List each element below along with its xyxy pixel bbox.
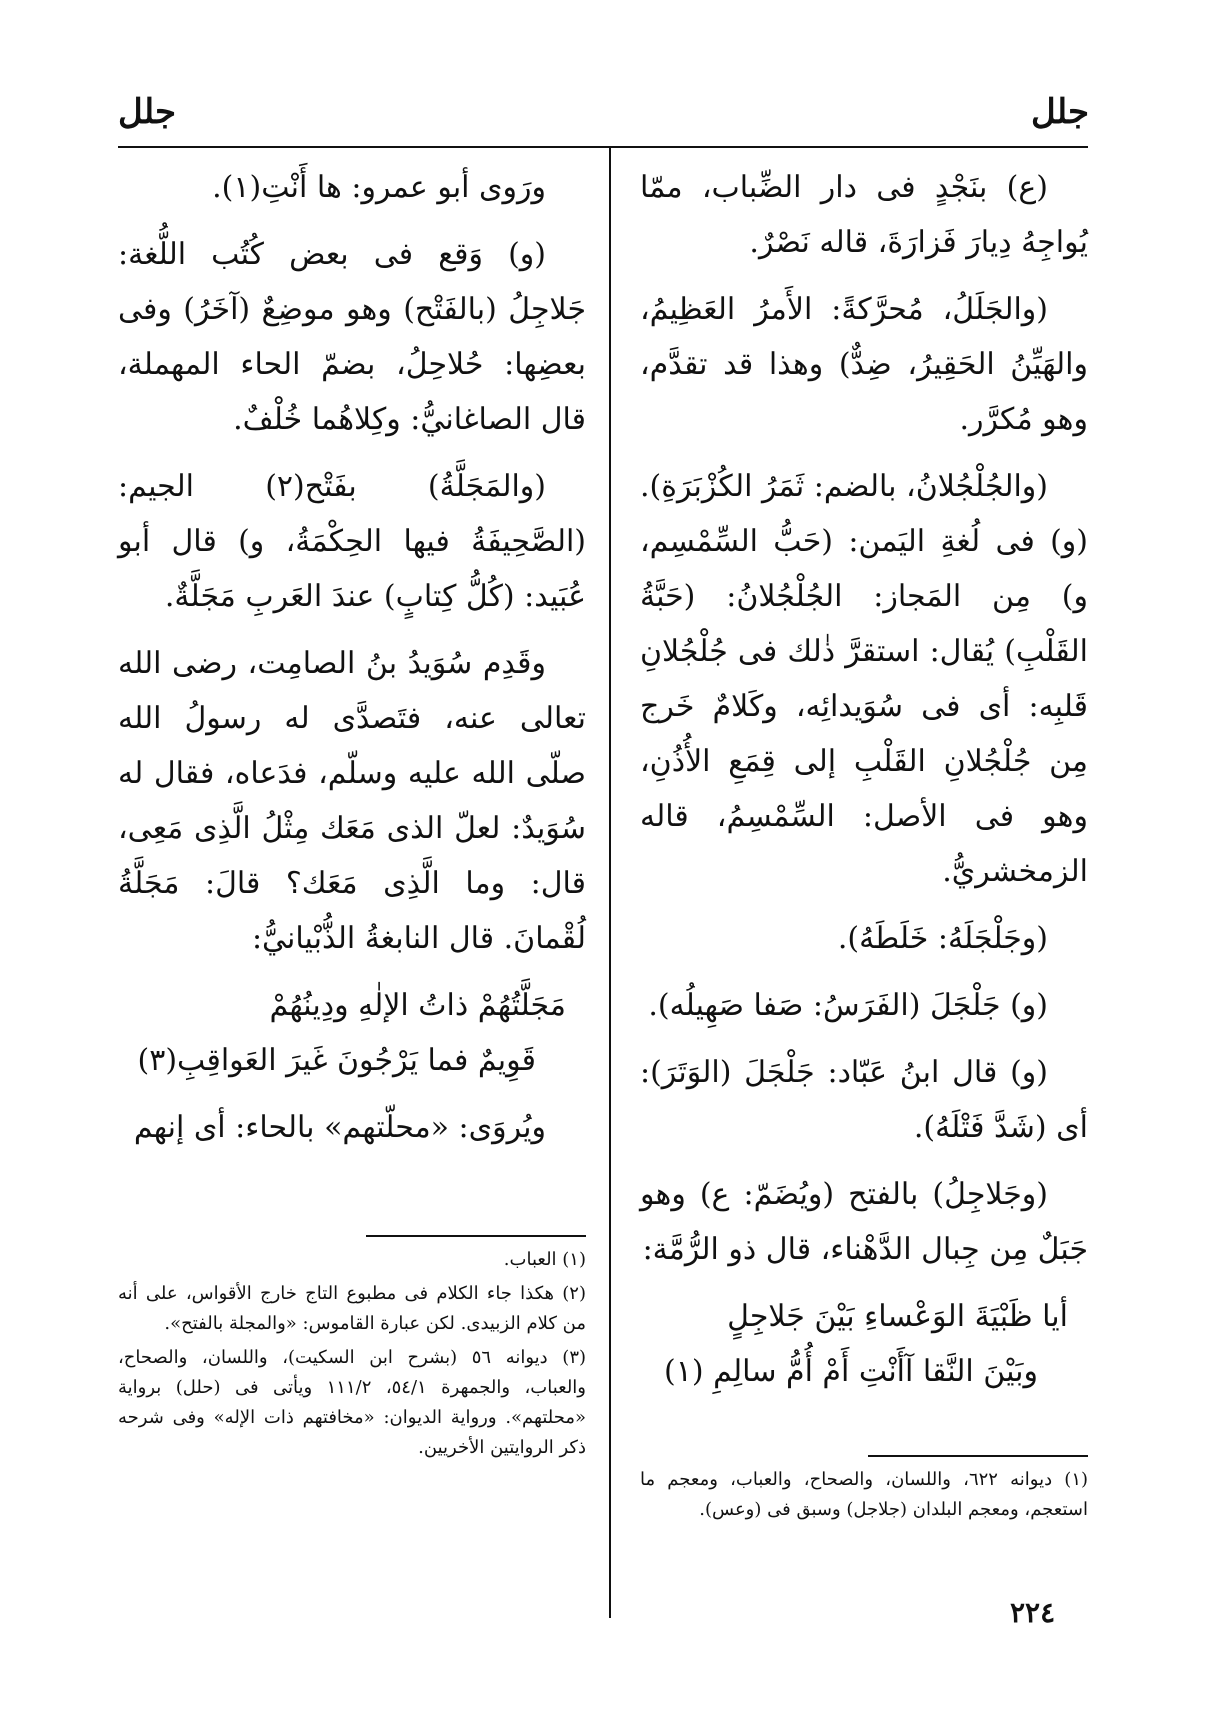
right-paragraph: (والجُلْجُلانُ، بالضم: ثَمَرُ الكُزْبَرَةِ). (و) فى لُغةِ اليَمن: (حَبُّ السِّمْسِم، و) مِن المَجاز: الجُلْجُلانُ: (حَبَّةُ القَلْبِ) يُقال: استقرَّ ذٰلك فى جُلْجُلانِ قَلبِه: أى فى سُوَيدائِه، وكَلامٌ خَرج مِن جُلْجُلانِ القَلْبِ إلى قِمَعِ الأُذُنِ، وهو فى الأصل: السِّمْسِمُ، قاله الزمخشريُّ. — [640, 469, 1088, 889]
right-paragraph: (ع) بنَجْدٍ فى دار الضِّباب، ممّا يُواجِهُ دِيارَ فَزارَةَ، قاله نَصْرٌ. — [640, 170, 1088, 260]
footnote: (١) ديوانه ٦٢٢، واللسان، والصحاح، والعباب، ومعجم ما استعجم، ومعجم البلدان (جلاجل) وسبق فى (وعس). — [640, 1469, 1089, 1520]
footnotes-right — [640, 1465, 1088, 1529]
footnotes-left — [118, 1245, 586, 1467]
right-column — [640, 160, 1088, 1411]
left-paragraph-continued: ويُروَى: «محلّتهم» بالحاء: أى إنهم — [133, 1110, 546, 1145]
left-column — [118, 160, 586, 1167]
header-rule — [118, 146, 1088, 148]
left-paragraph: (و) وَقع فى بعض كُتُب اللُّغة: جَلاجِلُ (بالفَتْح) وهو موضِعٌ (آخَرُ) وفى بعضِها: حُلاحِلُ، بضمّ الحاء المهملة، قال الصاغانيُّ: وكِلاهُما خُلْفٌ. — [118, 237, 586, 437]
left-paragraph: وقَدِم سُوَيدُ بنُ الصامِت، رضى الله تعالى عنه، فتَصدَّى له رسولُ الله صلّى الله عليه وسلّم، فدَعاه، فقال له سُوَيدٌ: لعلّ الذى مَعَك مِثْلُ الَّذِى مَعِى، قال: وما الَّذِى مَعَك؟ قالَ: مَجَلَّةُ لُقْمانَ. قال النابغةُ الذُّبْيانيُّ: — [118, 646, 586, 956]
right-verse-line-2: وبَيْنَ النَّقا آأَنْتِ أَمْ أُمُّ سالِمِ (١) — [663, 1354, 1038, 1389]
right-verse-line-1: أيا ظَبْيَةَ الوَعْساءِ بَيْنَ جَلاجِلٍ — [727, 1299, 1068, 1334]
running-header-left: جلل — [118, 92, 177, 132]
right-paragraph: (وجَلاجِلُ) بالفتح (ويُضَمّ: ع) وهو جَبَلٌ مِن جِبال الدَّهْناء، قال ذو الرُّمَّة: — [640, 1177, 1088, 1267]
footnote-rule-right — [868, 1455, 1088, 1457]
left-paragraph: ورَوى أبو عمرو: ها أَنْتِ(١). — [212, 170, 546, 205]
column-divider — [609, 148, 611, 1618]
right-paragraph: (والجَلَلُ، مُحرَّكةً: الأَمرُ العَظِيمُ، والهَيِّنُ الحَقِيرُ، ضِدٌّ) وهذا قد تقدَّم، وهو مُكرَّر. — [640, 292, 1088, 437]
left-paragraph: (والمَجَلَّةُ) بفَتْح(٢) الجيم: (الصَّحِيفَةُ فيها الحِكْمَةُ، و) قال أبو عُبَيد: (كُلُّ كِتابٍ) عندَ العَربِ مَجَلَّةٌ. — [118, 469, 586, 614]
footnote-rule-left — [366, 1235, 586, 1237]
footnote: (٢) هكذا جاء الكلام فى مطبوع التاج خارج الأقواس، على أنه من كلام الزبيدى. لكن عبارة القاموس: «والمجلة بالفتح». — [118, 1283, 586, 1334]
footnote: (١) العباب. — [503, 1249, 586, 1270]
left-verse-line-2: قَوِيمٌ فما يَرْجُونَ غَيرَ العَواقِبِ(٣) — [137, 1043, 536, 1078]
right-paragraph: (وجَلْجَلَهُ: خَلَطَهُ). — [837, 921, 1048, 956]
right-paragraph: (و) قال ابنُ عَبّاد: جَلْجَلَ (الوَتَرَ): أى (شَدَّ فَتْلَهُ). — [640, 1055, 1088, 1145]
running-header-right: جلل — [1030, 92, 1089, 132]
left-verse-line-1: مَجَلَّتُهُمْ ذاتُ الإلٰهِ ودِينُهُمْ — [269, 988, 566, 1023]
right-paragraph: (و) جَلْجَلَ (الفَرَسُ: صَفا صَهِيلُه). — [648, 988, 1048, 1023]
footnote: (٣) ديوانه ٥٦ (بشرح ابن السكيت)، واللسان، والصحاح، والعباب، والجمهرة ٥٤/١، ١١١/٢ ويأتى فى (حلل) برواية «محلتهم». ورواية الديوان: «مخافتهم ذات الإله» وفى شرحه ذكر الروايتين الأخريين. — [118, 1347, 587, 1458]
page-number: ٢٢٤ — [1010, 1596, 1056, 1629]
